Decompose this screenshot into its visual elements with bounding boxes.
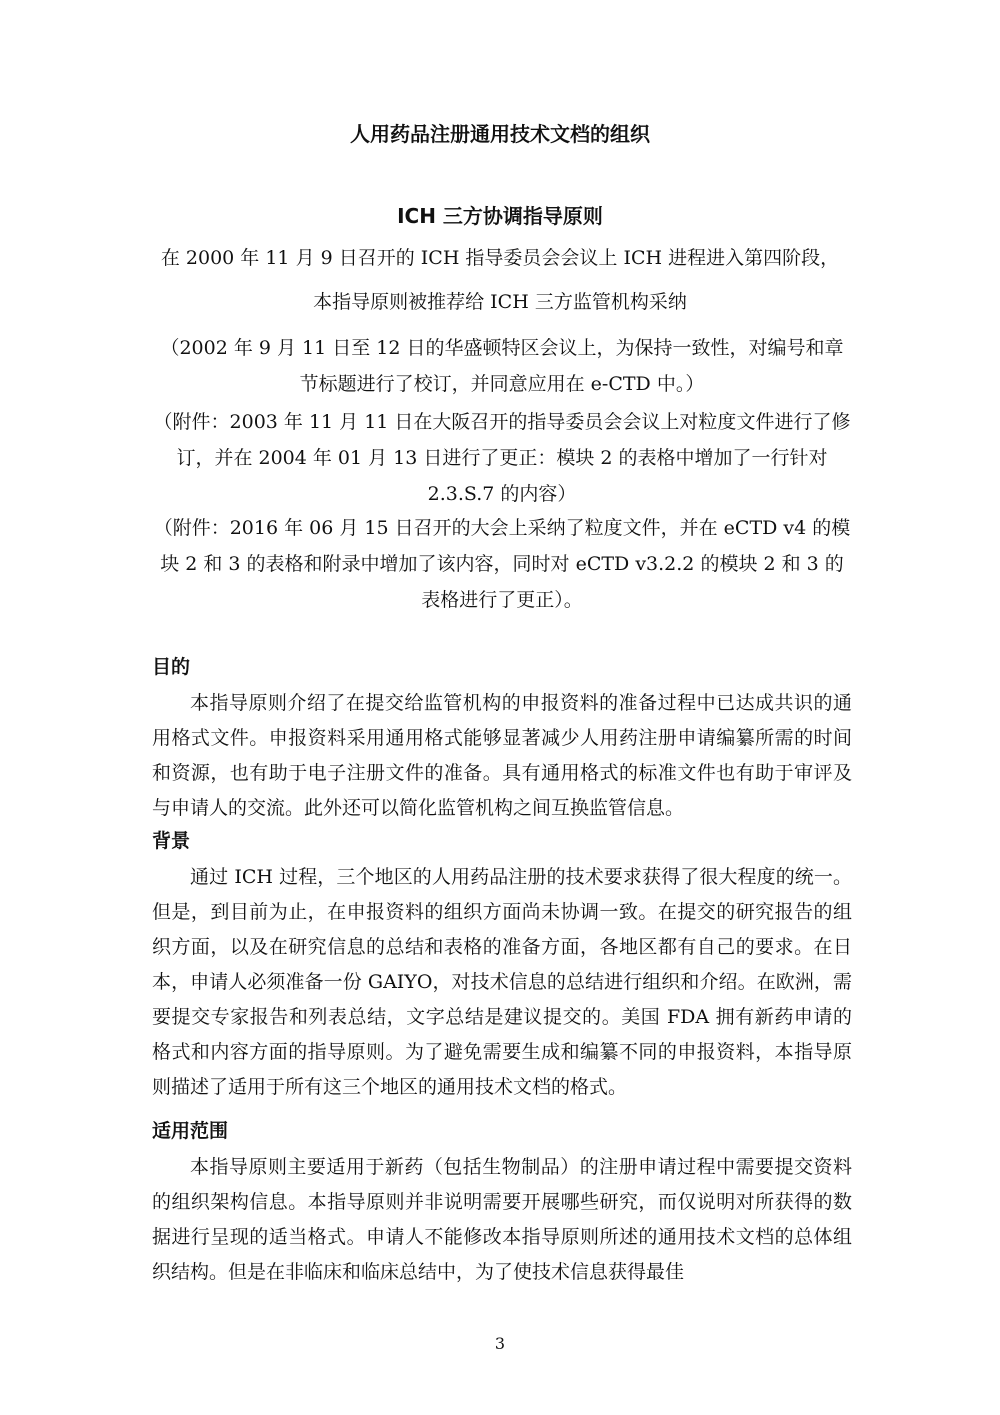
revision-note-2003: （附件：2003 年 11 月 11 日在大阪召开的指导委员会会议上对粒度文件进行了修订，并在 2004 年 01 月 13 日进行了更正：模块 2 的表格中增加了一行针对 2.3.S.7 的内容） <box>153 411 851 505</box>
stage-statement-line-2: 本指导原则被推荐给 ICH 三方监管机构采纳 <box>313 291 687 313</box>
document-title: 人用药品注册通用技术文档的组织 <box>350 122 650 146</box>
document-subtitle: ICH 三方协调指导原则 <box>397 204 603 228</box>
section-text-scope: 本指导原则主要适用于新药（包括生物制品）的注册申请过程中需要提交资料的组织架构信息。本指导原则并非说明需要开展哪些研究，而仅说明对所获得的数据进行呈现的适当格式。申请人不能修改本指导原则所述的通用技术文档的总体组织结构。但是在非临床和临床总结中，为了使技术信息获得最佳 <box>152 1156 852 1283</box>
section-text-purpose: 本指导原则介绍了在提交给监管机构的申报资料的准备过程中已达成共识的通用格式文件。申报资料采用通用格式能够显著减少人用药注册申请编纂所需的时间和资源，也有助于电子注册文件的准备。具有通用格式的标准文件也有助于审评及与申请人的交流。此外还可以简化监管机构之间互换监管信息。 <box>152 692 852 819</box>
page-number: 3 <box>494 1334 506 1353</box>
stage-statement-line-1: 在 2000 年 11 月 9 日召开的 ICH 指导委员会会议上 ICH 进程进入第四阶段， <box>160 247 840 269</box>
section-heading-purpose: 目的 <box>152 656 191 678</box>
section-heading-scope: 适用范围 <box>152 1120 229 1142</box>
revision-note-2016: （附件：2016 年 06 月 15 日召开的大会上采纳了粒度文件，并在 eCTD v4 的模块 2 和 3 的表格和附录中增加了该内容，同时对 eCTD v3.2.2 的模块 2 和 3 的表格进行了更正）。 <box>153 517 851 611</box>
revision-note-2002: （2002 年 9 月 11 日至 12 日的华盛顿特区会议上，为保持一致性，对编号和章节标题进行了校订，并同意应用在 e-CTD 中。） <box>160 337 844 395</box>
section-text-background: 通过 ICH 过程，三个地区的人用药品注册的技术要求获得了很大程度的统一。但是，到目前为止，在申报资料的组织方面尚未协调一致。在提交的研究报告的组织方面，以及在研究信息的总结和表格的准备方面，各地区都有自己的要求。在日本，申请人必须准备一份 GAIYO，对技术信息的总结进行组织和介绍。在欧洲，需要提交专家报告和列表总结，文字总结是建议提交的。美国 FDA 拥有新药申请的格式和内容方面的指导原则。为了避免需要生成和编纂不同的申报资料，本指导原则描述了适用于所有这三个地区的通用技术文档的格式。 <box>152 866 852 1098</box>
section-heading-background: 背景 <box>152 830 191 852</box>
